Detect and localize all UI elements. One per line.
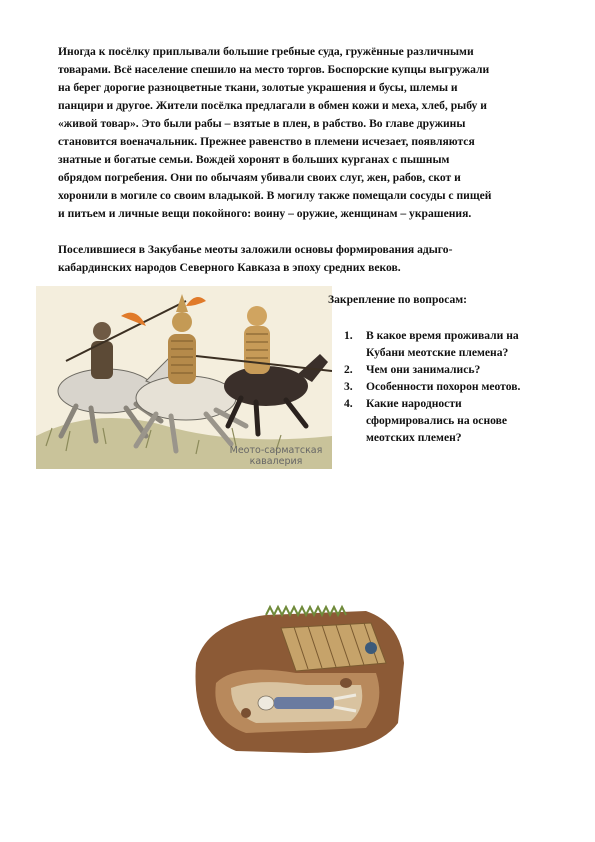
item-number: 2. [344, 363, 353, 376]
text-line: хоронили в могиле со своим владыкой. В могилу также помещали сосуды с пищей [58, 189, 492, 202]
text-line: Поселившиеся в Закубанье меоты заложили основы формирования адыго- [58, 243, 453, 256]
caption-line: кавалерия [249, 456, 303, 467]
item-number: 1. [344, 329, 353, 342]
burial-drawing [186, 603, 410, 758]
question-text: Чем они занимались? [366, 363, 481, 376]
text-line: «живой товар». Это были рабы – взятые в плен, в рабство. Во главе дружины [58, 117, 466, 130]
question-text [366, 327, 519, 361]
text-line: обрядом погребения. Они по обычаям убивали своих слуг, жен, рабов, скот и [58, 171, 461, 184]
text-line: товарами. Всё население спешило на место торгов. Боспорские купцы выгружали [58, 63, 490, 76]
text-line: Иногда к посёлку приплывали большие гребные суда, гружённые различными [58, 45, 474, 58]
question-line: меотских племен? [366, 431, 462, 444]
list-item [344, 327, 574, 361]
cavalry-drawing [36, 286, 332, 469]
question-text: Особенности похорон меотов. [366, 380, 521, 393]
item-number: 3. [344, 380, 353, 393]
questions-list [344, 327, 574, 446]
burial-illustration [186, 603, 410, 758]
text-line: кабардинских народов Северного Кавказа в эпоху средних веков. [58, 261, 401, 274]
question-line: сформировались на основе [366, 414, 508, 427]
text-line: на берег дорогие разноцветные ткани, золотые украшения и бусы, шлемы и [58, 81, 458, 94]
text-line: знатные и богатые семьи. Вождей хоронят в больших курганах с пышным [58, 153, 450, 166]
question-line: В какое время проживали на [366, 329, 519, 342]
second-paragraph [58, 241, 553, 277]
questions-heading: Закрепление по вопросам: [328, 293, 468, 306]
text-line: становится военачальник. Прежнее равенство в племени исчезает, появляются [58, 135, 475, 148]
list-item [344, 395, 574, 446]
caption-line: Меото-сарматская [229, 445, 323, 456]
main-paragraph [58, 43, 553, 223]
list-item [344, 361, 574, 378]
question-line: Какие народности [366, 397, 462, 410]
list-item [344, 378, 574, 395]
question-line: Кубани меотские племена? [366, 346, 509, 359]
cavalry-illustration [36, 286, 332, 469]
item-number: 4. [344, 397, 353, 410]
illustration-caption [222, 445, 330, 467]
text-line: панцири и другое. Жители посёлка предлагали в обмен кожи и меха, хлеб, рыбу и [58, 99, 487, 112]
question-text [366, 395, 507, 446]
text-line: и питьем и личные вещи покойного: воину – оружие, женщинам – украшения. [58, 207, 472, 220]
